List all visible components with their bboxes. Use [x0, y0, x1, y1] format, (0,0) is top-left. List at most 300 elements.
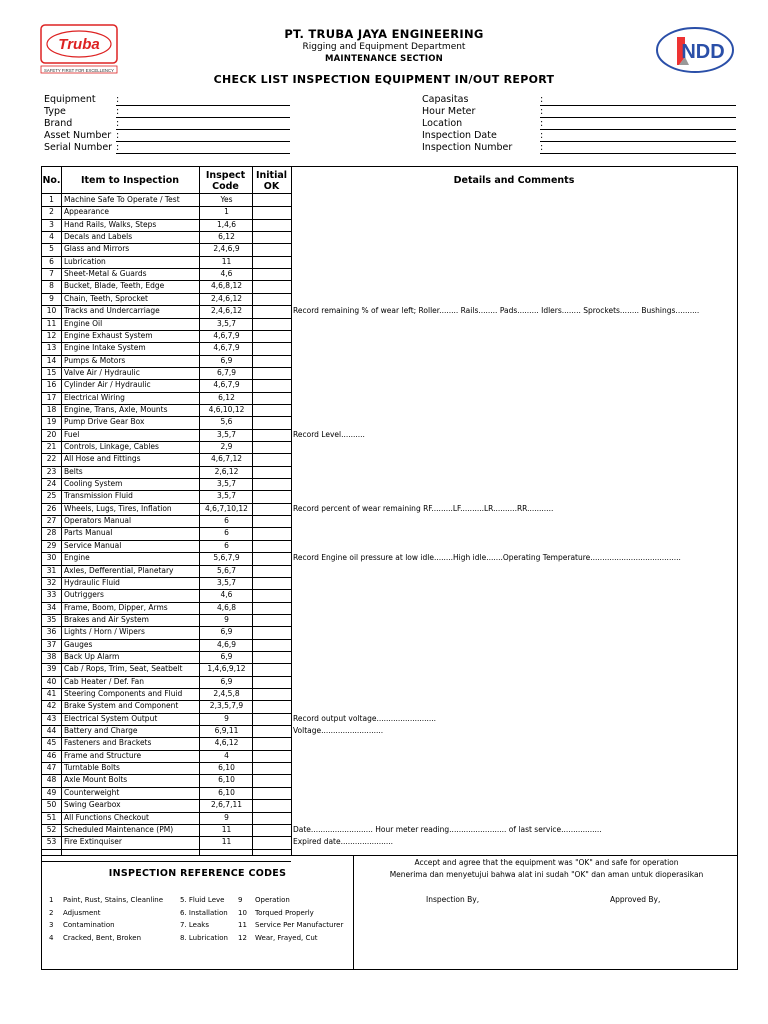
row-item: Belts — [64, 466, 83, 476]
row-code: 4 — [224, 750, 229, 760]
row-number: 39 — [46, 664, 57, 674]
table-row — [42, 787, 291, 799]
row-initial-ok-cell[interactable] — [253, 367, 290, 379]
row-code: 6 — [224, 516, 229, 526]
table-row — [42, 774, 291, 786]
row-code: 3,5,7 — [216, 429, 237, 439]
row-code: 2,6,7,11 — [210, 800, 242, 810]
row-code: 11 — [221, 837, 232, 847]
row-initial-ok-cell[interactable] — [253, 565, 290, 577]
row-initial-ok-cell[interactable] — [253, 256, 290, 268]
table-row — [42, 206, 291, 218]
row-initial-ok-cell[interactable] — [253, 676, 290, 688]
row-initial-ok-cell[interactable] — [253, 787, 290, 799]
table-row — [42, 540, 291, 552]
row-initial-ok-cell[interactable] — [253, 243, 290, 255]
row-item: Fuel — [64, 429, 80, 439]
table-row — [42, 737, 291, 749]
row-number: 19 — [46, 417, 57, 427]
field-brand[interactable] — [44, 118, 294, 130]
row-initial-ok-cell[interactable] — [253, 503, 290, 515]
row-comment: Record Level.......... — [293, 429, 365, 439]
table-row — [42, 836, 291, 848]
row-number: 18 — [46, 404, 57, 414]
row-number: 11 — [46, 318, 57, 328]
row-initial-ok-cell[interactable] — [253, 577, 290, 589]
row-initial-ok-cell[interactable] — [253, 416, 290, 428]
row-code: 1,4,6,9,12 — [207, 664, 246, 674]
row-number: 44 — [46, 726, 57, 736]
table-row — [42, 256, 291, 268]
row-item: Engine, Trans, Axle, Mounts — [64, 404, 168, 414]
row-number: 43 — [46, 713, 57, 723]
acceptance-statement-en: Accept and agree that the equipment was "OK" and safe for operation — [414, 858, 679, 867]
row-number: 42 — [46, 701, 57, 711]
row-code: 4,6,7,9 — [213, 343, 240, 353]
row-code: Yes — [220, 195, 233, 204]
row-code: 2,4,6,12 — [210, 293, 242, 303]
row-item: Engine Exhaust System — [64, 330, 153, 340]
table-row — [42, 404, 291, 416]
table-row — [42, 355, 291, 367]
row-initial-ok-cell[interactable] — [253, 639, 290, 651]
row-code: 6,9 — [220, 355, 233, 365]
row-item: All Hose and Fittings — [64, 454, 141, 464]
row-item: Pump Drive Gear Box — [64, 417, 145, 427]
field-location[interactable] — [422, 118, 738, 130]
field-colon: : — [540, 130, 544, 141]
reference-code: 5. Fluid Leve — [180, 896, 225, 904]
table-row — [42, 762, 291, 774]
reference-code: 8. Lubrication — [180, 933, 228, 942]
field-label: Capasitas — [422, 94, 469, 105]
row-initial-ok-cell[interactable] — [253, 651, 290, 663]
row-number: 7 — [49, 269, 54, 279]
row-item: All Functions Checkout — [64, 812, 149, 822]
reference-code: 1 Paint, Rust, Stains, Cleanline — [49, 896, 164, 904]
row-initial-ok-cell[interactable] — [253, 589, 290, 601]
row-initial-ok-cell[interactable] — [253, 330, 290, 342]
row-item: Engine Intake System — [64, 343, 146, 353]
row-initial-ok-cell[interactable] — [253, 552, 290, 564]
field-label: Brand — [44, 118, 73, 129]
row-number: 29 — [46, 540, 57, 550]
row-item: Pumps & Motors — [64, 355, 126, 365]
row-initial-ok-cell[interactable] — [253, 836, 290, 848]
report-title: CHECK LIST INSPECTION EQUIPMENT IN/OUT REPORT — [213, 73, 555, 86]
row-initial-ok-cell[interactable] — [253, 280, 290, 292]
row-item: Swing Gearbox — [64, 800, 121, 810]
field-label: Asset Number — [44, 130, 112, 141]
field-inspection-date[interactable] — [422, 130, 738, 142]
row-number: 24 — [46, 479, 57, 489]
reference-code: 11 Service Per Manufacturer — [238, 921, 344, 929]
row-item: Steering Components and Fluid — [64, 689, 183, 698]
table-row — [42, 552, 291, 564]
table-row — [42, 713, 291, 725]
row-initial-ok-cell[interactable] — [253, 478, 290, 490]
row-initial-ok-cell[interactable] — [253, 453, 290, 465]
row-code: 3,5,7 — [216, 318, 237, 328]
approval-signature-area[interactable] — [562, 926, 732, 962]
row-initial-ok-cell[interactable] — [253, 527, 290, 539]
row-initial-ok-cell[interactable] — [253, 799, 290, 811]
table-row — [42, 231, 291, 243]
row-number: 50 — [46, 800, 57, 810]
reference-code: 4 Cracked, Bent, Broken — [49, 933, 142, 942]
ndd-logo-text: NDD — [681, 41, 725, 63]
header-code: Inspect Code — [205, 169, 246, 192]
truba-logo-tagline: SAFETY FIRST FOR EXCELLENCY — [43, 67, 115, 73]
reference-code: 7. Leaks — [180, 921, 209, 929]
row-initial-ok-cell[interactable] — [253, 700, 290, 712]
row-initial-ok-cell[interactable] — [253, 688, 290, 700]
row-code: 2,9 — [220, 442, 233, 451]
row-number: 52 — [46, 824, 57, 834]
header-item: Item to Inspection — [80, 175, 179, 186]
field-label: Inspection Number — [422, 142, 513, 153]
row-code: 2,4,6,12 — [210, 306, 242, 316]
inspection-table — [41, 166, 738, 856]
row-number: 27 — [46, 516, 57, 526]
row-comment: Voltage.......................... — [293, 726, 384, 736]
row-code: 4,6 — [220, 269, 233, 279]
field-capasitas[interactable] — [422, 94, 738, 106]
row-initial-ok-cell[interactable] — [253, 318, 290, 330]
table-row — [42, 812, 291, 824]
row-number: 40 — [46, 676, 57, 686]
field-inspection-number[interactable] — [422, 142, 738, 154]
reference-code: 6. Installation — [180, 908, 228, 917]
table-row — [42, 651, 291, 663]
row-item: Scheduled Maintenance (PM) — [64, 824, 174, 834]
row-code: 9 — [224, 812, 229, 822]
row-number: 46 — [46, 750, 57, 760]
table-row — [42, 577, 291, 589]
row-item: Hand Rails, Walks, Steps — [64, 219, 157, 229]
reference-code: 9 Operation — [238, 896, 290, 904]
row-item: Appearance — [64, 207, 110, 217]
row-number: 22 — [46, 454, 57, 464]
row-initial-ok-cell[interactable] — [253, 206, 290, 218]
table-row — [42, 614, 291, 626]
table-row — [42, 725, 291, 737]
reference-code: 12 Wear, Frayed, Cut — [238, 933, 318, 942]
field-colon: : — [116, 142, 120, 153]
row-initial-ok-cell[interactable] — [253, 737, 290, 749]
field-equipment[interactable] — [44, 94, 294, 106]
field-line — [540, 153, 736, 154]
row-item: Axles, Defferential, Planetary — [64, 565, 174, 575]
reference-code: 3 Contamination — [49, 921, 115, 929]
row-item: Gauges — [64, 639, 93, 649]
row-item: Axle Mount Bolts — [64, 775, 128, 785]
field-colon: : — [540, 106, 544, 117]
row-initial-ok-cell[interactable] — [253, 305, 290, 317]
table-row — [42, 490, 291, 502]
row-item: Controls, Linkage, Cables — [64, 442, 159, 451]
row-initial-ok-cell[interactable] — [253, 342, 290, 354]
row-item: Fire Extinquiser — [64, 837, 122, 847]
row-initial-ok-cell[interactable] — [253, 194, 290, 206]
row-item: Battery and Charge — [64, 726, 138, 736]
row-code: 6,10 — [218, 787, 235, 797]
row-initial-ok-cell[interactable] — [253, 614, 290, 626]
row-code: 4,6,8 — [216, 602, 237, 612]
row-number: 5 — [49, 244, 54, 254]
table-row — [42, 268, 291, 280]
row-code: 5,6,7 — [216, 565, 237, 575]
row-number: 37 — [46, 639, 57, 649]
row-item: Glass and Mirrors — [64, 244, 130, 254]
row-code: 6,12 — [218, 232, 235, 242]
row-item: Machine Safe To Operate / Test — [64, 195, 180, 204]
row-initial-ok-cell[interactable] — [253, 824, 290, 836]
row-number: 23 — [46, 466, 57, 476]
row-item: Electrical System Output — [64, 713, 158, 723]
field-serial-number[interactable] — [44, 142, 294, 154]
col-divider — [291, 167, 292, 855]
header-details: Details and Comments — [453, 175, 575, 186]
table-row — [42, 626, 291, 638]
field-label: Hour Meter — [422, 106, 476, 117]
row-initial-ok-cell[interactable] — [253, 626, 290, 638]
reference-col-1 — [49, 894, 163, 944]
row-code: 6,7,9 — [216, 367, 237, 377]
department-name: Rigging and Equipment Department — [302, 42, 466, 52]
row-initial-ok-cell[interactable] — [253, 268, 290, 280]
row-initial-ok-cell[interactable] — [253, 355, 290, 367]
row-item: Valve Air / Hydraulic — [64, 367, 140, 377]
row-number: 10 — [46, 306, 57, 316]
row-initial-ok-cell[interactable] — [253, 602, 290, 614]
field-colon: : — [540, 142, 544, 153]
field-asset-number[interactable] — [44, 130, 294, 142]
row-code: 6,12 — [218, 392, 235, 402]
row-code: 4,6,7,9 — [213, 330, 240, 340]
row-code: 4,6,7,12 — [210, 454, 242, 464]
row-number: 13 — [46, 343, 57, 353]
row-number: 34 — [46, 602, 57, 612]
row-item: Cab Heater / Def. Fan — [64, 676, 144, 686]
field-colon: : — [116, 106, 120, 117]
row-code: 4,6 — [220, 590, 233, 600]
row-item: Outriggers — [64, 590, 104, 600]
row-code: 11 — [221, 256, 232, 266]
field-label: Serial Number — [44, 142, 113, 153]
reference-code: 10 Torqued Properly — [238, 908, 314, 917]
row-number: 35 — [46, 614, 57, 624]
table-row — [42, 441, 291, 453]
row-initial-ok-cell[interactable] — [253, 490, 290, 502]
row-number: 38 — [46, 651, 57, 661]
row-initial-ok-cell[interactable] — [253, 774, 290, 786]
table-row — [42, 243, 291, 255]
row-number: 36 — [46, 627, 57, 637]
row-code: 2,4,6,9 — [213, 244, 240, 254]
inspection-signature-area[interactable] — [372, 926, 542, 962]
row-number: 41 — [46, 689, 57, 698]
row-number: 45 — [46, 738, 57, 748]
table-row — [42, 367, 291, 379]
row-item: Service Manual — [64, 540, 122, 550]
row-code: 9 — [224, 713, 229, 723]
reference-col-2 — [180, 894, 228, 944]
row-number: 26 — [46, 503, 57, 513]
row-code: 6,9 — [220, 676, 233, 686]
row-item: Back Up Alarm — [64, 651, 120, 661]
row-item: Counterweight — [64, 787, 120, 797]
table-row — [42, 639, 291, 651]
row-code: 6 — [224, 528, 229, 538]
field-colon: : — [116, 118, 120, 129]
table-row — [42, 602, 291, 614]
row-item: Decals and Labels — [64, 232, 133, 242]
row-item: Sheet-Metal & Guards — [64, 269, 147, 279]
table-row — [42, 503, 291, 515]
field-label: Type — [44, 106, 66, 117]
company-name: PT. TRUBA JAYA ENGINEERING — [284, 27, 484, 41]
header-no: No. — [42, 175, 61, 186]
row-code: 3,5,7 — [216, 491, 237, 501]
table-row — [42, 700, 291, 712]
row-item: Engine Oil — [64, 318, 103, 328]
row-initial-ok-cell[interactable] — [253, 429, 290, 441]
row-item: Transmission Fluid — [64, 491, 133, 501]
row-initial-ok-cell[interactable] — [253, 392, 290, 404]
row-number: 16 — [46, 380, 57, 390]
row-code: 1,4,6 — [216, 219, 237, 229]
row-number: 51 — [46, 812, 57, 822]
row-initial-ok-cell[interactable] — [253, 441, 290, 453]
table-row — [42, 527, 291, 539]
row-number: 12 — [46, 330, 57, 340]
field-type[interactable] — [44, 106, 294, 118]
row-code: 6,9 — [220, 627, 233, 637]
table-row — [42, 824, 291, 836]
row-initial-ok-cell[interactable] — [253, 466, 290, 478]
row-code: 4,6,10,12 — [208, 404, 245, 414]
reference-col-3 — [238, 894, 343, 944]
row-item: Electrical Wiring — [64, 392, 125, 402]
row-item: Lights / Horn / Wipers — [64, 627, 145, 637]
table-row — [42, 305, 291, 317]
row-item: Frame and Structure — [64, 750, 142, 760]
table-row — [42, 318, 291, 330]
row-item: Cylinder Air / Hydraulic — [64, 380, 151, 390]
truba-logo-text: Truba — [58, 36, 100, 53]
field-label: Location — [422, 118, 463, 129]
row-number: 9 — [49, 293, 54, 303]
field-colon: : — [116, 130, 120, 141]
row-item: Brake System and Component — [64, 701, 179, 711]
table-row — [42, 379, 291, 391]
table-row — [42, 280, 291, 292]
row-code: 6,9 — [220, 651, 233, 661]
row-initial-ok-cell[interactable] — [253, 231, 290, 243]
row-number: 47 — [46, 763, 57, 773]
row-number: 32 — [46, 577, 57, 587]
approved-by-label: Approved By, — [610, 895, 661, 904]
row-initial-ok-cell[interactable] — [253, 219, 290, 231]
field-hour-meter[interactable] — [422, 106, 738, 118]
row-number: 3 — [49, 219, 54, 229]
row-initial-ok-cell[interactable] — [253, 540, 290, 552]
row-code: 6,10 — [218, 763, 235, 773]
table-row — [42, 453, 291, 465]
row-number: 21 — [46, 442, 57, 451]
header-initial-ok: Initial OK — [255, 169, 288, 192]
table-row — [42, 478, 291, 490]
row-number: 31 — [46, 565, 57, 575]
row-number: 2 — [49, 207, 54, 217]
row-comment: Record output voltage......................... — [293, 713, 437, 723]
row-code: 4,6,8,12 — [210, 281, 242, 291]
reference-codes-title: INSPECTION REFERENCE CODES — [108, 868, 287, 879]
table-row — [42, 515, 291, 527]
row-number: 28 — [46, 528, 57, 538]
row-code: 5,6,7,9 — [213, 553, 240, 563]
row-initial-ok-cell[interactable] — [253, 663, 290, 675]
row-initial-ok-cell[interactable] — [253, 404, 290, 416]
table-row — [42, 429, 291, 441]
row-item: Chain, Teeth, Sprocket — [64, 293, 148, 303]
row-item: Parts Manual — [64, 528, 113, 538]
row-code: 9 — [224, 614, 229, 624]
row-item: Hydraulic Fluid — [64, 577, 120, 587]
row-initial-ok-cell[interactable] — [253, 750, 290, 762]
row-code: 4,6,7,10,12 — [205, 503, 248, 513]
row-item: Turntable Bolts — [64, 763, 120, 773]
row-initial-ok-cell[interactable] — [253, 713, 290, 725]
field-colon: : — [540, 94, 544, 105]
row-code: 2,4,5,8 — [213, 689, 240, 698]
row-initial-ok-cell[interactable] — [253, 725, 290, 737]
field-colon: : — [540, 118, 544, 129]
row-code: 2,6,12 — [214, 466, 239, 476]
row-number: 25 — [46, 491, 57, 501]
row-initial-ok-cell[interactable] — [253, 812, 290, 824]
row-number: 30 — [46, 553, 57, 563]
reference-code: 2 Adjusment — [49, 908, 101, 917]
field-label: Equipment — [44, 94, 96, 105]
row-number: 48 — [46, 775, 57, 785]
row-initial-ok-cell[interactable] — [253, 762, 290, 774]
row-item: Brakes and Air System — [64, 614, 149, 624]
row-code: 6,10 — [218, 775, 235, 785]
row-item: Frame, Boom, Dipper, Arms — [64, 602, 168, 612]
table-row — [42, 799, 291, 811]
row-code: 4,6,12 — [214, 738, 239, 748]
table-row — [42, 688, 291, 700]
row-code: 5,6 — [220, 417, 233, 427]
row-divider — [42, 849, 291, 850]
field-colon: : — [116, 94, 120, 105]
row-number: 6 — [49, 256, 54, 266]
row-initial-ok-cell[interactable] — [253, 515, 290, 527]
row-number: 4 — [49, 232, 54, 242]
table-row — [42, 219, 291, 231]
row-item: Fasteners and Brackets — [64, 738, 152, 748]
row-initial-ok-cell[interactable] — [253, 293, 290, 305]
field-label: Inspection Date — [422, 130, 497, 141]
table-row — [42, 342, 291, 354]
row-code: 4,6,9 — [216, 639, 237, 649]
row-initial-ok-cell[interactable] — [253, 379, 290, 391]
row-item: Tracks and Undercarriage — [64, 306, 160, 316]
row-number: 15 — [46, 367, 57, 377]
section-name: MAINTENANCE SECTION — [325, 54, 443, 64]
